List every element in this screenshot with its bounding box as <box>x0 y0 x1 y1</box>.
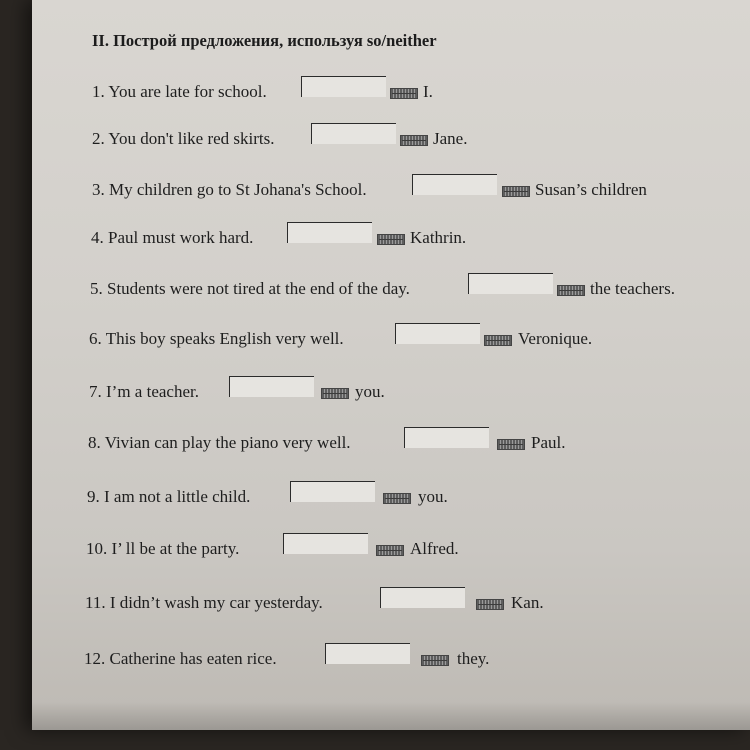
keyboard-icon <box>390 88 418 99</box>
keyboard-icon <box>400 135 428 146</box>
item-sentence: 10. I’ ll be at the party. <box>86 539 240 558</box>
keyboard-icon <box>377 234 405 245</box>
keyboard-icon <box>484 335 512 346</box>
item-subject: Kathrin. <box>410 228 467 247</box>
item-sentence: 12. Catherine has eaten rice. <box>84 649 277 668</box>
answer-input[interactable] <box>283 533 368 554</box>
item-subject: I. <box>423 82 433 101</box>
exercise-item <box>0 222 750 252</box>
keyboard-icon <box>476 599 504 610</box>
item-sentence: 6. This boy speaks English very well. <box>89 329 344 348</box>
keyboard-icon <box>321 388 349 399</box>
exercise-item <box>0 376 750 406</box>
item-subject: Veronique. <box>518 329 593 348</box>
item-subject: Susan’s children <box>535 180 647 199</box>
answer-input[interactable] <box>380 587 465 608</box>
answer-input[interactable] <box>325 643 410 664</box>
item-subject: they. <box>457 649 490 668</box>
item-sentence: 8. Vivian can play the piano very well. <box>88 433 351 452</box>
answer-input[interactable] <box>412 174 497 195</box>
keyboard-icon <box>383 493 411 504</box>
answer-input[interactable] <box>395 323 480 344</box>
answer-input[interactable] <box>229 376 314 397</box>
exercise-item <box>0 76 750 106</box>
exercise-item <box>0 323 750 353</box>
answer-input[interactable] <box>404 427 489 448</box>
exercise-item <box>0 643 750 673</box>
answer-input[interactable] <box>468 273 553 294</box>
item-sentence: 9. I am not a little child. <box>87 487 251 506</box>
exercise-item <box>0 273 750 303</box>
exercise-title: II. Построй предложения, используя so/neither <box>92 31 437 50</box>
item-subject: you. <box>418 487 448 506</box>
keyboard-icon <box>376 545 404 556</box>
exercise-item <box>0 427 750 457</box>
item-sentence: 2. You don't like red skirts. <box>92 129 275 148</box>
item-sentence: 5. Students were not tired at the end of the day. <box>90 279 410 298</box>
item-sentence: 4. Paul must work hard. <box>91 228 254 247</box>
exercise-item <box>0 481 750 511</box>
item-subject: the teachers. <box>590 279 675 298</box>
item-sentence: 7. I’m a teacher. <box>89 382 199 401</box>
keyboard-icon <box>502 186 530 197</box>
exercise-item <box>0 123 750 153</box>
item-subject: Kan. <box>511 593 544 612</box>
exercise-item <box>0 174 750 204</box>
keyboard-icon <box>557 285 585 296</box>
answer-input[interactable] <box>290 481 375 502</box>
exercise-item <box>0 533 750 563</box>
answer-input[interactable] <box>287 222 372 243</box>
item-sentence: 1. You are late for school. <box>92 82 267 101</box>
keyboard-icon <box>497 439 525 450</box>
keyboard-icon <box>421 655 449 666</box>
item-subject: Paul. <box>531 433 566 452</box>
item-subject: Jane. <box>433 129 468 148</box>
item-sentence: 11. I didn’t wash my car yesterday. <box>85 593 323 612</box>
answer-input[interactable] <box>311 123 396 144</box>
worksheet-page <box>32 0 750 730</box>
exercise-item <box>0 587 750 617</box>
item-subject: Alfred. <box>410 539 459 558</box>
item-subject: you. <box>355 382 385 401</box>
answer-input[interactable] <box>301 76 386 97</box>
item-sentence: 3. My children go to St Johana's School. <box>92 180 367 199</box>
